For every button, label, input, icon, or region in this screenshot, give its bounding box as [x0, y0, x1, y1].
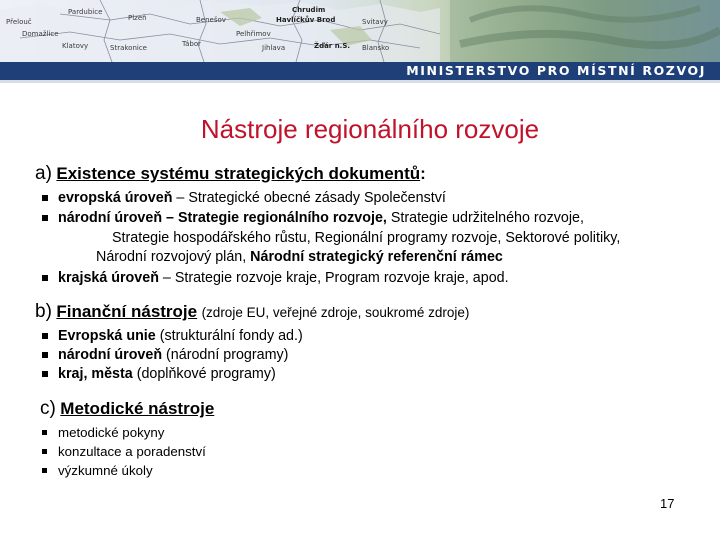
- section-c-letter: c): [40, 398, 56, 419]
- map-label: Domažlice: [22, 30, 59, 38]
- map-label: Chrudim: [292, 6, 326, 14]
- header-divider: [0, 80, 720, 83]
- section-a-title: Existence systému strategických dokumentů: [56, 164, 421, 183]
- section-a-colon: :: [420, 164, 426, 183]
- section-a-heading: [35, 163, 426, 185]
- map-label: Strakonice: [110, 44, 147, 52]
- bullet-square-icon: [42, 468, 47, 473]
- map-label: Benešov: [196, 16, 226, 24]
- map-label: Klatovy: [62, 42, 89, 50]
- header-map-banner: [0, 0, 720, 62]
- bullet-square-icon: [42, 333, 48, 339]
- list-item-continuation: Strategie hospodářského růstu, Regionální programy rozvoje, Sektorové politiky,: [112, 230, 621, 246]
- page-title: Nástroje regionálního rozvoje: [200, 114, 540, 144]
- section-c-heading: [40, 398, 214, 420]
- map-label: Pelhřimov: [236, 30, 271, 38]
- bullet-square-icon: [42, 195, 48, 201]
- section-a-letter: a): [35, 163, 52, 184]
- page-number: 17: [660, 496, 675, 511]
- section-b-heading: [35, 301, 469, 323]
- bullet-square-icon: [42, 215, 48, 221]
- map-label: Přelouč: [6, 18, 32, 26]
- list-item-continuation: Národní rozvojový plán, Národní strategický referenční rámec: [96, 249, 503, 265]
- section-b-title: Finanční nástroje: [56, 302, 198, 321]
- bullet-square-icon: [42, 430, 47, 435]
- map-label: Blansko: [362, 44, 390, 52]
- ministry-name: MINISTERSTVO PRO MÍSTNÍ ROZVOJ: [406, 63, 706, 78]
- map-label: Tábor: [182, 40, 202, 48]
- bullet-square-icon: [42, 275, 48, 281]
- map-label: Svitavy: [362, 18, 388, 26]
- bullet-square-icon: [42, 352, 48, 358]
- bullet-square-icon: [42, 449, 47, 454]
- map-label: Žďár n.S.: [314, 42, 351, 50]
- section-b-note: (zdroje EU, veřejné zdroje, soukromé zdroje): [201, 305, 470, 320]
- map-label: Pardubice: [68, 8, 103, 16]
- bullet-square-icon: [42, 371, 48, 377]
- section-c-title: Metodické nástroje: [60, 399, 215, 418]
- region-map-graphic: [0, 0, 720, 62]
- map-label: Havlíčkův Brod: [276, 16, 336, 24]
- map-label: Jihlava: [262, 44, 286, 52]
- section-b-letter: b): [35, 301, 52, 322]
- map-label: Plzeň: [128, 14, 147, 22]
